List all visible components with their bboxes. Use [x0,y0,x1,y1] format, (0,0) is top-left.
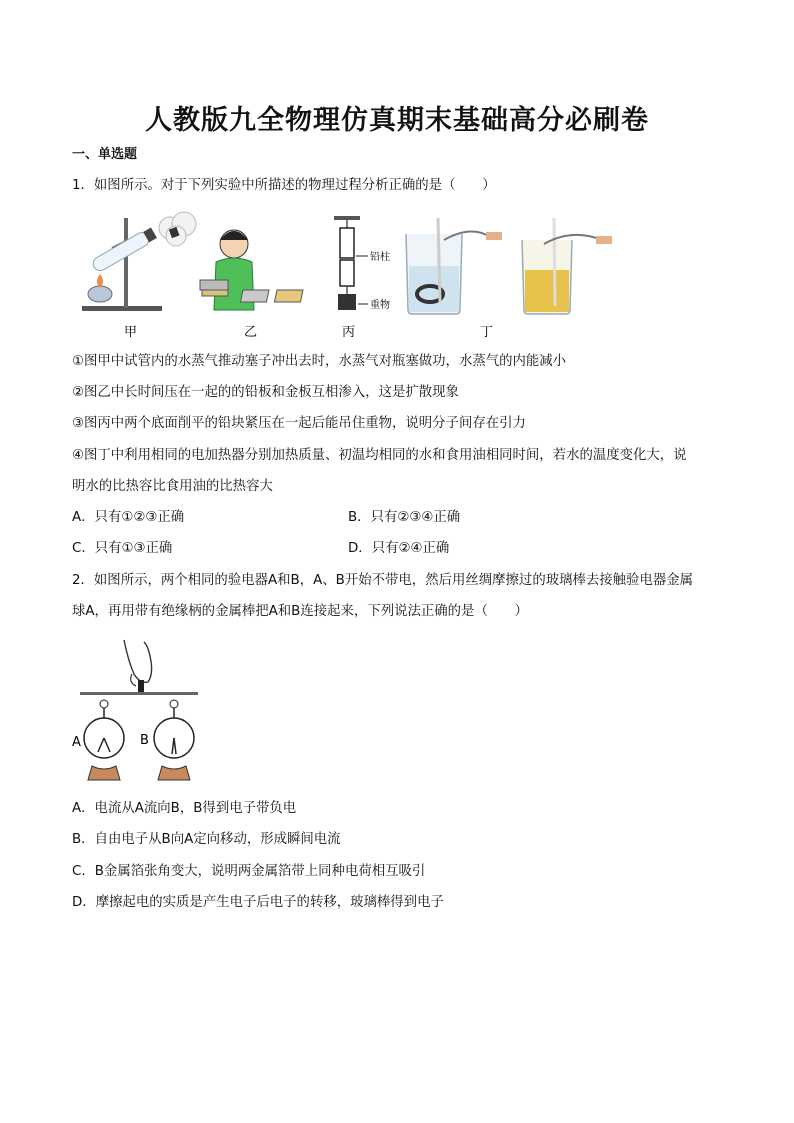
label-yi: 乙 [244,325,258,340]
q1-statement-4: ④图丁中利用相同的电加热器分别加热质量、初温均相同的水和食用油相同时间，若水的温度变化大，说 [72,448,687,463]
label-electroscope-b: B [140,733,149,748]
metal-rod [80,692,198,695]
label-ding: 丁 [480,325,494,340]
section-heading: 一、单选题 [72,147,138,162]
label-weight: 重物 [370,300,390,311]
q1-option-c[interactable]: C．只有①③正确 [72,541,173,556]
figure-yi-boy-pressing-plates [200,230,303,310]
figure-ding-beakers [406,218,612,314]
q2-option-c[interactable]: C．B金属箔张角变大，说明两金属箔带上同种电荷相互吸引 [72,864,426,879]
label-electroscope-a: A [72,735,81,750]
steam-cloud-icon [159,212,196,246]
hand-icon [124,640,152,686]
q2-option-b[interactable]: B．自由电子从B向A定向移动，形成瞬间电流 [72,832,341,847]
label-jia: 甲 [124,325,138,340]
q1-statement-3: ③图丙中两个底面削平的铅块紧压在一起后能吊住重物，说明分子间存在引力 [72,416,526,431]
q2-figure-electroscopes [68,634,208,790]
q1-option-b[interactable]: B．只有②③④正确 [348,510,461,525]
label-bing: 丙 [342,325,356,340]
q1-stem: 1．如图所示。对于下列实验中所描述的物理过程分析正确的是（ ） [72,178,496,193]
q1-figure [72,210,632,345]
q1-statement-4-cont: 明水的比热容比食用油的比热容大 [72,479,273,494]
q1-statement-1: ①图甲中试管内的水蒸气推动塞子冲出去时，水蒸气对瓶塞做功，水蒸气的内能减小 [72,354,567,369]
q2-stem-line1: 2．如图所示，两个相同的验电器A和B，A、B开始不带电，然后用丝绸摩擦过的玻璃棒去接触验电器金属 [72,573,694,588]
insulated-handle [138,680,144,694]
q1-statement-2: ②图乙中长时间压在一起的的铅板和金板互相渗入，这是扩散现象 [72,385,459,400]
q1-option-a[interactable]: A．只有①②③正确 [72,510,185,525]
page-title: 人教版九全物理仿真期末基础高分必刷卷 [145,105,649,136]
figure-bing-lead-cylinders [334,216,368,310]
figure-jia-test-tube-heating [82,212,196,311]
electroscope-b [154,700,194,780]
q2-stem-line2: 球A，再用带有绝缘柄的金属棒把A和B连接起来，下列说法正确的是（ ） [72,604,529,619]
q1-option-d[interactable]: D．只有②④正确 [348,541,450,556]
electroscope-a [84,700,124,780]
label-lead-cylinder: 铅柱 [370,252,390,263]
q2-option-d[interactable]: D．摩擦起电的实质是产生电子后电子的转移，玻璃棒得到电子 [72,895,444,910]
q2-option-a[interactable]: A．电流从A流向B，B得到电子带负电 [72,801,297,816]
